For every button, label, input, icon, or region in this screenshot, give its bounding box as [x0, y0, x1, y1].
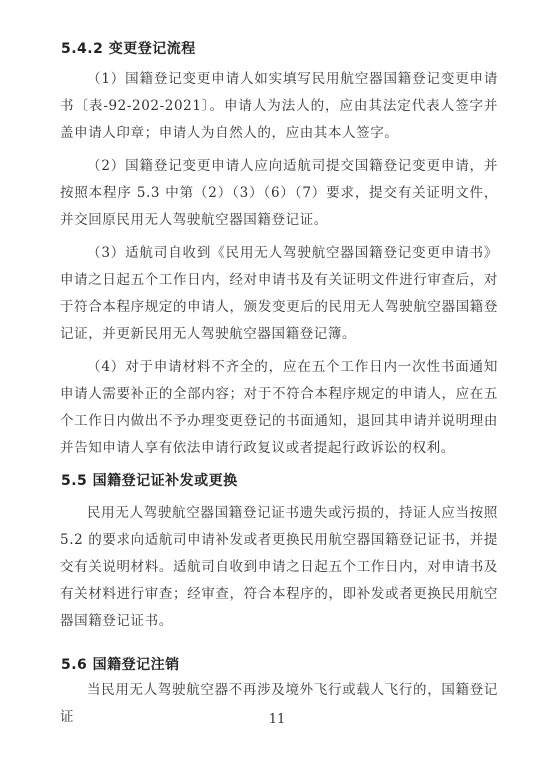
section-heading-5-4-2: 5.4.2 变更登记流程 [61, 41, 196, 57]
paragraph-5-4-2-item-2: （2）国籍登记变更申请人应向适航司提交国籍登记变更申请，并按照本程序 5.3 中第（2）（3）（6）（7）要求，提交有关证明文件，并交回原民用无人驾驶航空器国籍登记证。 [60, 158, 498, 228]
page-number: 11 [268, 712, 286, 727]
paragraph-5-4-2-item-3: （3）适航司自收到《民用无人驾驶航空器国籍登记变更申请书》申请之日起五个工作日内，经对申请书及有关证明文件进行审查后，对于符合本程序规定的申请人，颁发变更后的民用无人驾驶航空器国籍登记证，并更新民用无人驾驶航空器国籍登记簿。 [60, 245, 498, 342]
paragraph-5-4-2-item-4: （4）对于申请材料不齐全的，应在五个工作日内一次性书面通知申请人需要补正的全部内容；对于不符合本程序规定的申请人，应在五个工作日内做出不予办理变更登记的书面通知，退回其申请并说明理由并告知申请人享有依法申请行政复议或者提起行政诉讼的权利。 [60, 359, 498, 456]
paragraph-5-6: 当民用无人驾驶航空器不再涉及境外飞行或载人飞行的，国籍登记证 [60, 682, 498, 725]
paragraph-5-5: 民用无人驾驶航空器国籍登记证书遗失或污损的，持证人应当按照 5.2 的要求向适航司申请补发或者更换民用航空器国籍登记证书，并提交有关说明材料。适航司自收到申请之日起五个工作日内，对申请书及有关材料进行审查；经审查，符合本程序的，即补发或者更换民用航空器国籍登记证书。 [60, 505, 498, 629]
section-heading-5-6: 5.6 国籍登记注销 [61, 657, 180, 673]
paragraph-5-4-2-item-1: （1）国籍登记变更申请人如实填写民用航空器国籍登记变更申请书〔表-92-202-2021〕。申请人为法人的，应由其法定代表人签字并盖申请人印章；申请人为自然人的，应由其本人签字。 [60, 71, 498, 141]
section-heading-5-5: 5.5 国籍登记证补发或更换 [61, 473, 238, 489]
